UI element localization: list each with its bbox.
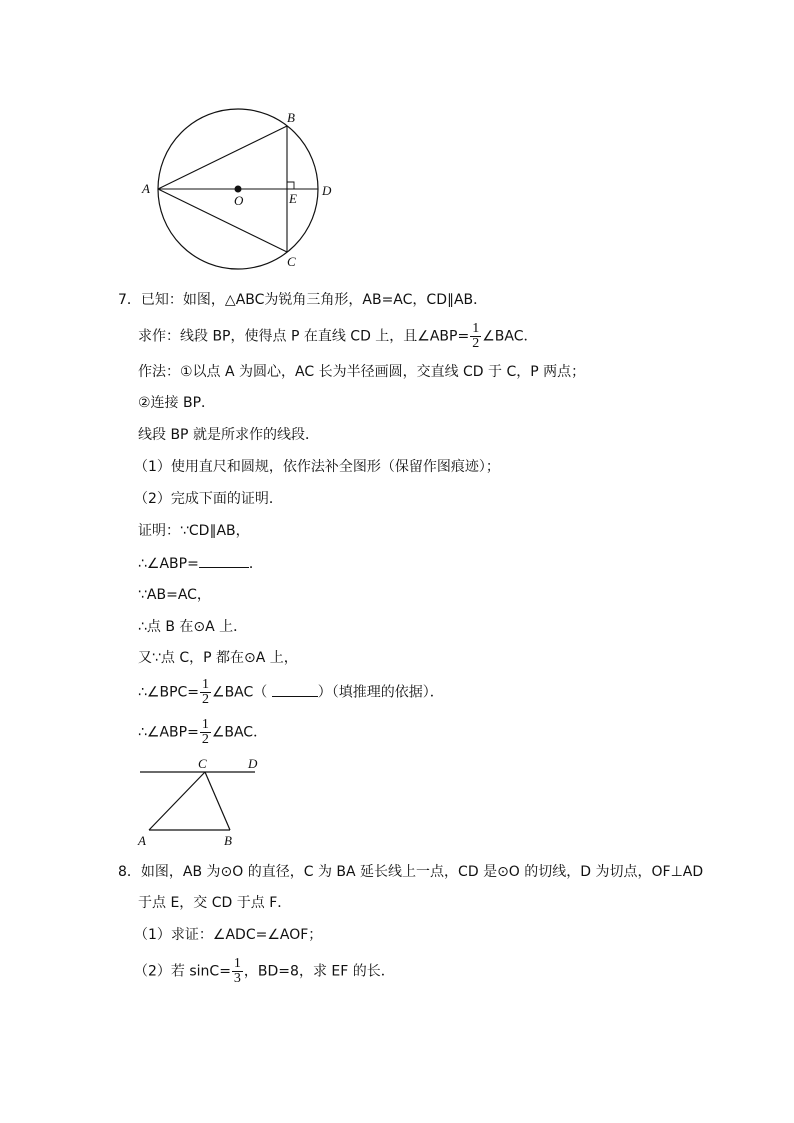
triangle-line-figure [130, 752, 280, 852]
q7-proof6-pre: ∴∠BPC= [138, 684, 200, 701]
fraction-numerator: 1 [201, 717, 209, 732]
fraction-denominator: 3 [233, 971, 241, 986]
segment-bc [205, 772, 230, 830]
fraction-numerator: 1 [472, 321, 480, 336]
q7-proof4: ∴点 B 在⊙A 上． [138, 619, 248, 635]
q7-proof7-post: ∠BAC． [211, 724, 268, 741]
label-c: C [287, 254, 296, 269]
q7-proof2-pre: ∴∠ABP= [138, 556, 199, 572]
q7-method3: 线段 BP 就是所求作的线段． [138, 427, 319, 443]
label-b: B [287, 110, 295, 125]
answer-blank-2[interactable] [272, 682, 318, 697]
label-a: A [142, 181, 150, 196]
q7-proof1: 证明：∵CD∥AB， [138, 523, 250, 539]
fraction-numerator: 1 [233, 956, 241, 971]
fraction-half [200, 678, 211, 707]
q7-proof7 [138, 718, 267, 747]
fraction-half [200, 718, 211, 747]
q7-construct [138, 322, 537, 351]
q8-text2: 于点 E，交 CD 于点 F． [138, 895, 292, 911]
segment-ac [149, 772, 205, 830]
label-o: O [234, 193, 244, 208]
label-b: B [224, 833, 232, 848]
fraction-denominator: 2 [472, 336, 480, 351]
fraction-denominator: 2 [202, 692, 210, 707]
fraction-denominator: 2 [201, 732, 209, 747]
q8-text1-body: 如图，AB 为⊙O 的直径，C 为 BA 延长线上一点，CD 是⊙O 的切线，D 为切点，OF⊥AD [140, 864, 704, 880]
q7-proof2 [138, 553, 263, 574]
q8-part2-post: ，BD=8，求 EF 的长． [243, 963, 395, 980]
label-d: D [248, 756, 258, 771]
q7-proof2-post: ． [248, 556, 263, 572]
right-angle-mark [287, 182, 294, 189]
q7-proof7-pre: ∴∠ABP= [138, 724, 199, 741]
q8-part2-pre: （2）若 sinC= [134, 963, 231, 980]
q7-proof3: ∵AB=AC， [138, 587, 211, 603]
segment-ab [158, 126, 287, 189]
label-d: D [322, 183, 332, 198]
q7-given [118, 290, 487, 310]
label-e: E [289, 191, 297, 206]
q7-construct-pre: 求作：线段 BP，使得点 P 在直线 CD 上，且∠ABP= [138, 328, 470, 345]
q7-proof6-post: ）（填推理的依据）． [317, 684, 444, 701]
q7-method1: 作法：①以点 A 为圆心，AC 长为半径画圆，交直线 CD 于 C，P 两点； [138, 364, 586, 380]
segment-ac [158, 189, 287, 252]
q7-construct-post: ∠BAC． [482, 328, 538, 345]
q7-proof5: 又∵点 C，P 都在⊙A 上， [138, 650, 298, 666]
label-a: A [138, 833, 146, 848]
q7-proof6-mid: ∠BAC（ [212, 684, 272, 701]
circle-triangle-figure [130, 100, 350, 280]
q7-part2: （2）完成下面的证明． [134, 491, 283, 507]
q7-number: 7． [118, 292, 141, 308]
label-c: C [198, 756, 207, 771]
q8-part2 [134, 957, 395, 986]
fraction-third [232, 957, 243, 986]
q8-number: 8． [118, 864, 141, 880]
q7-proof6 [138, 678, 444, 707]
q7-method2: ②连接 BP． [138, 395, 216, 411]
fraction-numerator: 1 [202, 677, 210, 692]
fraction-half [470, 322, 481, 351]
q8-part1: （1）求证：∠ADC=∠AOF； [134, 927, 323, 943]
answer-blank-1[interactable] [199, 553, 249, 568]
q8-text1 [118, 862, 703, 882]
center-point-o [235, 186, 242, 193]
q7-given-text: 已知：如图，△ABC为锐角三角形，AB=AC，CD∥AB． [140, 292, 488, 308]
q7-part1: （1）使用直尺和圆规，依作法补全图形（保留作图痕迹）； [134, 459, 500, 475]
